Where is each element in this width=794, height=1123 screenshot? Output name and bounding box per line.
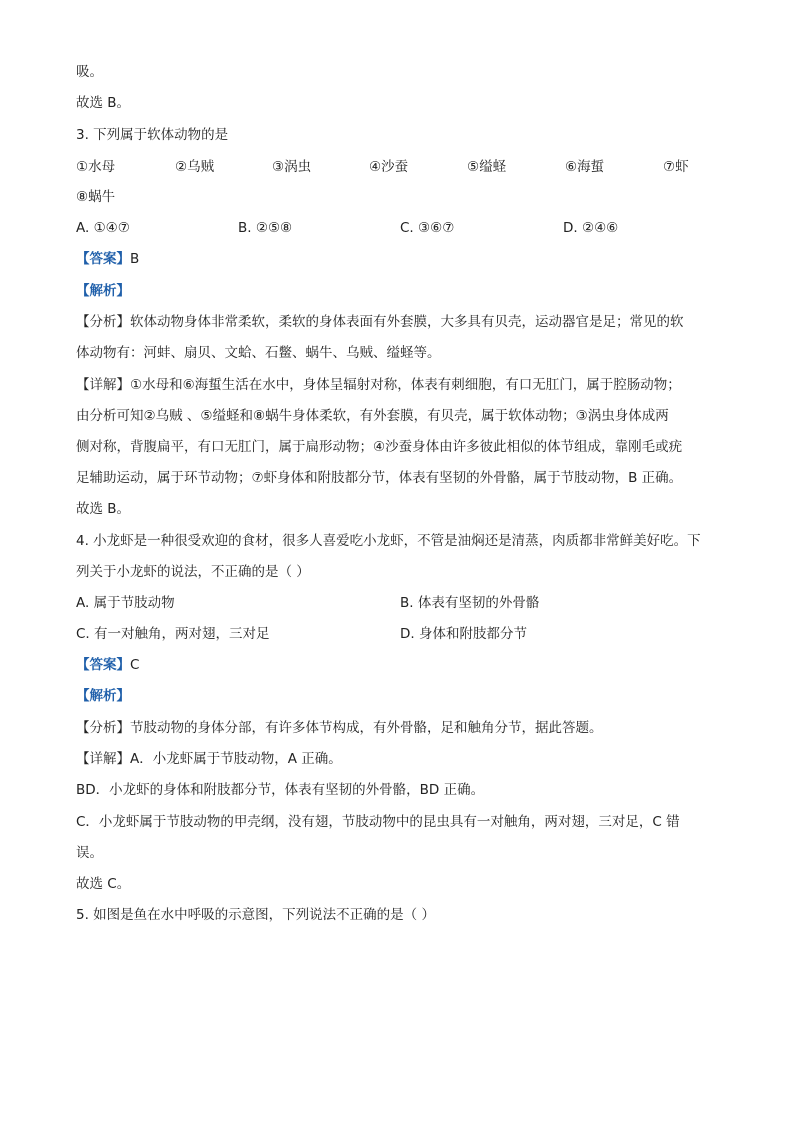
- fenxi-tag: 【分析】: [76, 314, 130, 330]
- q3-xiangjie-line-2: 由分析可知②乌贼 、⑤缢蛏和⑧蜗牛身体柔软，有外套膜，有贝壳，属于软体动物；③涡虫身体成两: [76, 408, 669, 424]
- q4-fenxi: 【分析】节肢动物的身体分部，有许多体节构成，有外骨骼，足和触角分节，据此答题。: [76, 720, 603, 736]
- q3-xiangjie-line-4: 足辅助运动，属于环节动物；⑦虾身体和附肢都分节，体表有坚韧的外骨骼，属于节肢动物，B 正确。: [76, 470, 683, 486]
- q3-option-d: D. ②④⑥: [563, 220, 619, 236]
- q4-stem-line-1: 4. 小龙虾是一种很受欢迎的食材，很多人喜爱吃小龙虾，不管是油焖还是清蒸，肉质都非常鲜美好吃。下: [76, 533, 701, 549]
- q3-xiangjie-line-3: 侧对称，背腹扁平，有口无肛门，属于扁形动物；④沙蚕身体由许多彼此相似的体节组成，靠刚毛或疣: [76, 439, 683, 455]
- q4-analysis-heading: [76, 686, 734, 706]
- answer-value: C: [130, 657, 140, 673]
- prev-choose: 故选 B。: [76, 95, 131, 111]
- analysis-tag: 【解析】: [76, 283, 130, 299]
- q3-fenxi-line-1: 【分析】软体动物身体非常柔软，柔软的身体表面有外套膜，大多具有贝壳，运动器官是足；常见的软: [76, 314, 684, 330]
- q3-item: ③涡虫: [272, 159, 312, 175]
- q3-stem: 3. 下列属于软体动物的是: [76, 127, 229, 143]
- q4-answer: [76, 655, 734, 675]
- q3-item: ②乌贼: [175, 159, 215, 175]
- q3-item: ⑧蜗牛: [76, 189, 116, 205]
- q3-option-b: B. ②⑤⑧: [238, 220, 293, 236]
- q3-xiangjie-line-1: 【详解】①水母和⑥海蜇生活在水中，身体呈辐射对称，体表有刺细胞，有口无肛门，属于腔肠动物；: [76, 377, 681, 393]
- xiangjie-tag: 【详解】: [76, 377, 130, 393]
- q3-item: ④沙蚕: [369, 159, 409, 175]
- q3-choose: 故选 B。: [76, 501, 131, 517]
- q4-option-d: D. 身体和附肢都分节: [400, 626, 527, 642]
- q3-item: ⑦虾: [663, 159, 689, 175]
- q4-choose: 故选 C。: [76, 876, 131, 892]
- answer-value: B: [130, 251, 140, 267]
- q4-option-b: B. 体表有坚韧的外骨骼: [400, 595, 540, 611]
- q3-option-a: A. ①④⑦: [76, 220, 130, 236]
- analysis-tag: 【解析】: [76, 688, 130, 704]
- q3-analysis-heading: [76, 281, 734, 301]
- q4-option-a: A. 属于节肢动物: [76, 595, 175, 611]
- q4-xiangjie-bd: BD．小龙虾的身体和附肢都分节，体表有坚韧的外骨骼，BD 正确。: [76, 782, 485, 798]
- answer-tag: 【答案】: [76, 251, 130, 267]
- q5-stem: 5. 如图是鱼在水中呼吸的示意图，下列说法不正确的是（ ）: [76, 907, 435, 923]
- q4-xiangjie-a: 【详解】A．小龙虾属于节肢动物，A 正确。: [76, 751, 342, 767]
- q3-fenxi-line-2: 体动物有：河蚌、扇贝、文蛤、石鳖、蜗牛、乌贼、缢蛏等。: [76, 345, 441, 361]
- answer-tag: 【答案】: [76, 657, 130, 673]
- q4-xiangjie-c-line-1: C．小龙虾属于节肢动物的甲壳纲，没有翅，节肢动物中的昆虫具有一对触角，两对翅，三对足，C 错: [76, 814, 680, 830]
- q3-option-c: C. ③⑥⑦: [400, 220, 455, 236]
- q4-option-c: C. 有一对触角，两对翅，三对足: [76, 626, 270, 642]
- fenxi-tag: 【分析】: [76, 720, 130, 736]
- xiangjie-tag: 【详解】: [76, 751, 130, 767]
- q3-answer: [76, 249, 734, 269]
- prev-answer-tail: 吸。: [76, 64, 103, 80]
- q4-stem-line-2: 列关于小龙虾的说法，不正确的是（ ）: [76, 564, 310, 580]
- q3-item: ①水母: [76, 159, 116, 175]
- q3-item: ⑤缢蛏: [467, 159, 507, 175]
- q4-xiangjie-c-line-2: 误。: [76, 845, 103, 861]
- q3-item: ⑥海蜇: [565, 159, 605, 175]
